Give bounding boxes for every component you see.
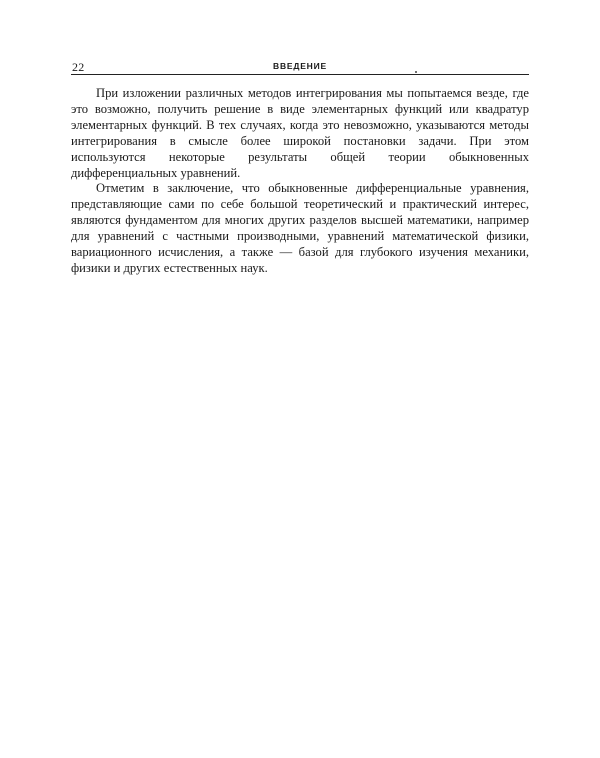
page-number: 22	[72, 60, 85, 74]
paragraph-1: При изложении различных методов интегрирования мы попытаемся везде, где это возможно, получить решение в виде элементарных функций или квадратур элементарных функций. В тех случаях, когда это невозможно, указываются методы интегрирования в смысле более широкой постановки задачи. При этом используются некоторые результаты общей теории обыкновенных дифференциальных уравнений.	[71, 86, 529, 180]
book-page	[71, 58, 529, 277]
section-title: ВВЕДЕНИЕ	[273, 61, 327, 71]
paragraph-2: Отметим в заключение, что обыкновенные дифференциальные уравнения, представляющие сами по себе большой теоретический и практический интерес, являются фундаментом для многих других разделов высшей математики, например для уравнений с частными производными, уравнений математической физики, вариационного исчисления, а также — базой для глубокого изучения механики, физики и других естественных наук.	[71, 181, 529, 275]
body-text	[71, 86, 529, 277]
running-header	[71, 58, 529, 75]
print-speck	[415, 71, 417, 73]
